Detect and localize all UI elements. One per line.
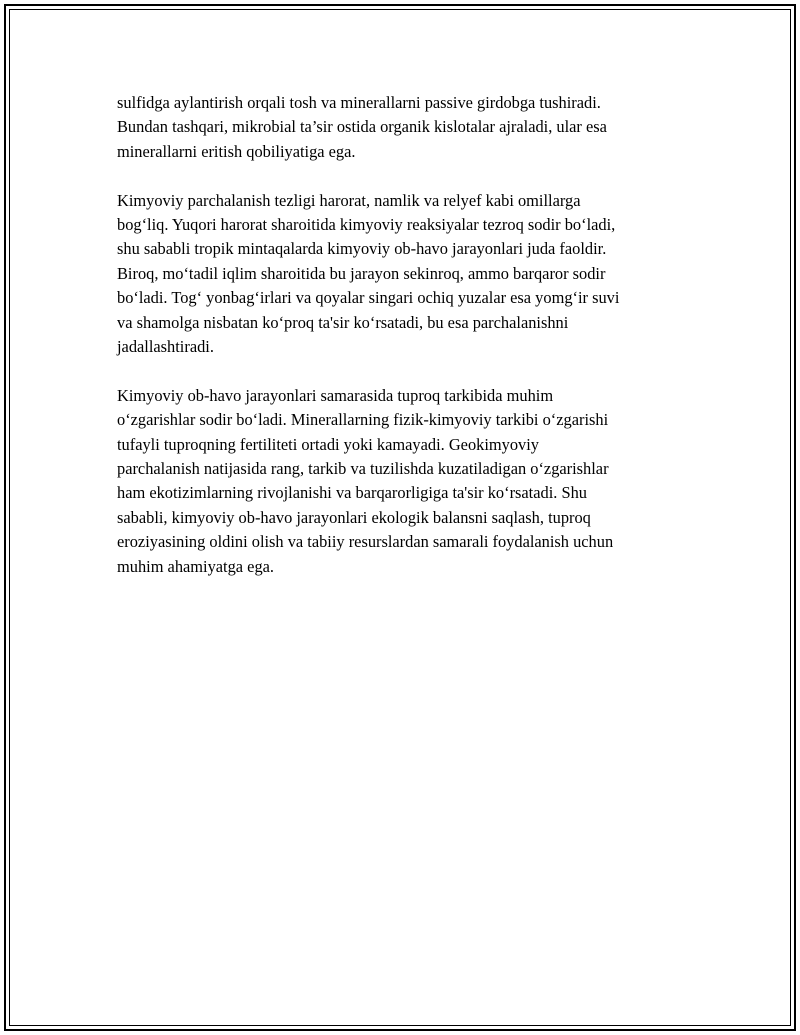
text-line: jadallashtiradi. [117,337,214,357]
paragraph-2 [117,189,697,360]
text-line: ham ekotizimlarning rivojlanishi va barqarorligiga ta'sir ko‘rsatadi. Shu [117,483,587,503]
text-line: muhim ahamiyatga ega. [117,556,275,576]
text-line: tufayli tuproqning fertiliteti ortadi yoki kamayadi. Geokimyoviy [117,434,539,454]
text-line: Bundan tashqari, mikrobial ta’sir ostida organik kislotalar ajraladi, ular esa [117,117,607,137]
paragraph-1 [117,91,697,164]
text-line: parchalanish natijasida rang, tarkib va tuzilishda kuzatiladigan o‘zgarishlar [117,459,609,479]
text-line: shu sababli tropik mintaqalarda kimyoviy ob-havo jarayonlari juda faoldir. [117,239,607,259]
text-line: Biroq, mo‘tadil iqlim sharoitida bu jarayon sekinroq, ammo barqaror sodir [117,263,606,283]
text-line: va shamolga nisbatan ko‘proq ta'sir ko‘rsatadi, bu esa parchalanishni [117,312,569,332]
text-line: Kimyoviy parchalanish tezligi harorat, namlik va relyef kabi omillarga [117,190,581,210]
text-line: Kimyoviy ob-havo jarayonlari samarasida tuproq tarkibida muhim [117,385,554,405]
text-line: bog‘liq. Yuqori harorat sharoitida kimyoviy reaksiyalar tezroq sodir bo‘ladi, [117,215,616,235]
paragraph-3 [117,384,697,579]
text-line: eroziyasining oldini olish va tabiiy resurslardan samarali foydalanish uchun [117,532,614,552]
text-line: sababli, kimyoviy ob-havo jarayonlari ekologik balansni saqlash, tuproq [117,507,591,527]
text-line: bo‘ladi. Tog‘ yonbag‘irlari va qoyalar singari ochiq yuzalar esa yomg‘ir suvi [117,288,620,308]
text-line: o‘zgarishlar sodir bo‘ladi. Minerallarning fizik-kimyoviy tarkibi o‘zgarishi [117,410,609,430]
text-line: minerallarni eritish qobiliyatiga ega. [117,141,356,161]
document-body [117,91,697,603]
text-line: sulfidga aylantirish orqali tosh va minerallarni passive girdobga tushiradi. [117,93,601,112]
